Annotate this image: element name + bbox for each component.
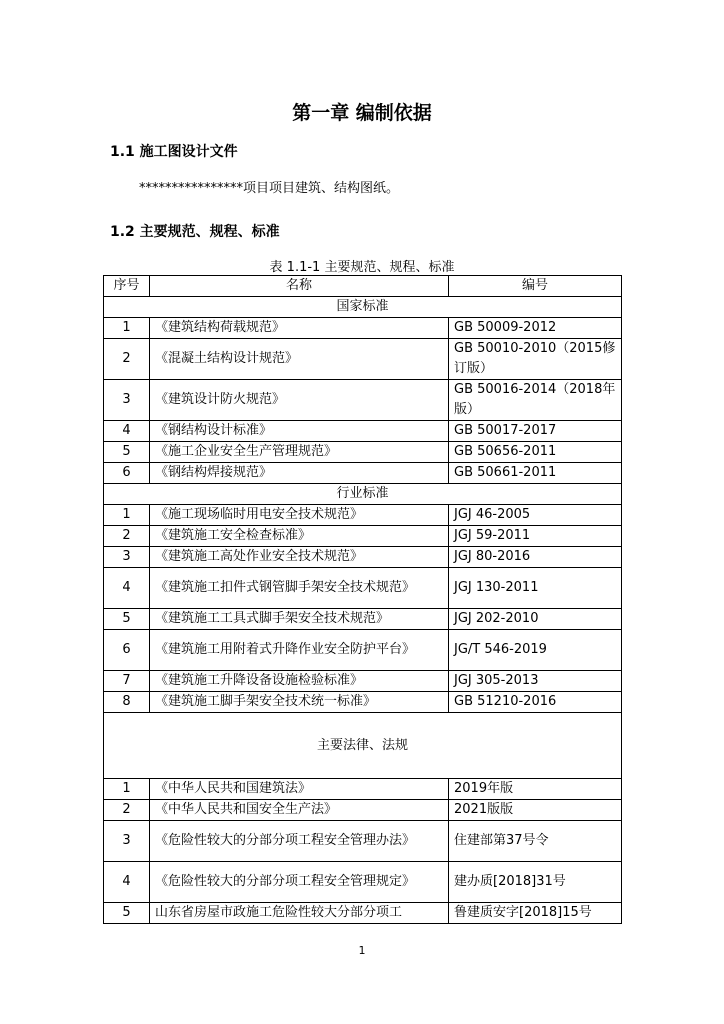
table-header-row	[104, 276, 622, 297]
row-code: GB 50656-2011	[449, 442, 622, 463]
header-code: 编号	[449, 276, 622, 297]
row-no: 5	[104, 903, 150, 924]
row-no: 5	[104, 609, 150, 630]
table-row	[104, 421, 622, 442]
row-code: GB 50016-2014（2018年版）	[449, 380, 622, 421]
table-caption: 表 1.1-1 主要规范、规程、标准	[269, 260, 455, 275]
table-row	[104, 821, 622, 862]
row-name: 《建筑设计防火规范》	[150, 380, 449, 421]
table-row	[104, 547, 622, 568]
row-code: 鲁建质安字[2018]15号	[449, 903, 622, 924]
category-row	[104, 297, 622, 318]
row-name: 《危险性较大的分部分项工程安全管理办法》	[150, 821, 449, 862]
row-no: 1	[104, 318, 150, 339]
table-row	[104, 692, 622, 713]
table-row	[104, 568, 622, 609]
table-row	[104, 505, 622, 526]
row-name: 《钢结构焊接规范》	[150, 463, 449, 484]
category-label: 行业标准	[104, 484, 622, 505]
page-number: 1	[358, 944, 366, 957]
table-row	[104, 630, 622, 671]
row-name: 《建筑施工脚手架安全技术统一标准》	[150, 692, 449, 713]
header-name: 名称	[150, 276, 449, 297]
row-no: 2	[104, 526, 150, 547]
section-heading-1-2: 1.2 主要规范、规程、标准	[110, 224, 280, 240]
row-code: JGJ 80-2016	[449, 547, 622, 568]
row-no: 3	[104, 380, 150, 421]
row-name: 《危险性较大的分部分项工程安全管理规定》	[150, 862, 449, 903]
table-row	[104, 862, 622, 903]
row-name: 《施工企业安全生产管理规范》	[150, 442, 449, 463]
table-row	[104, 671, 622, 692]
table-row	[104, 318, 622, 339]
category-row	[104, 713, 622, 779]
row-name: 《建筑施工升降设备设施检验标准》	[150, 671, 449, 692]
row-no: 7	[104, 671, 150, 692]
row-name: 《混凝土结构设计规范》	[150, 339, 449, 380]
category-label: 国家标准	[104, 297, 622, 318]
category-label: 主要法律、法规	[104, 713, 622, 779]
section-1-1-text: ****************项目项目建筑、结构图纸。	[139, 181, 400, 196]
standards-table	[103, 275, 622, 924]
row-code: JGJ 59-2011	[449, 526, 622, 547]
chapter-title: 第一章 编制依据	[292, 102, 432, 124]
row-name: 《中华人民共和国建筑法》	[150, 779, 449, 800]
row-code: GB 50009-2012	[449, 318, 622, 339]
row-code: GB 50010-2010（2015修订版）	[449, 339, 622, 380]
category-row	[104, 484, 622, 505]
row-name: 《建筑施工高处作业安全技术规范》	[150, 547, 449, 568]
row-name: 《中华人民共和国安全生产法》	[150, 800, 449, 821]
row-no: 2	[104, 339, 150, 380]
row-code: JGJ 46-2005	[449, 505, 622, 526]
row-no: 8	[104, 692, 150, 713]
table-row	[104, 609, 622, 630]
table-row	[104, 442, 622, 463]
row-code: GB 50017-2017	[449, 421, 622, 442]
row-code: JG/T 546-2019	[449, 630, 622, 671]
row-no: 3	[104, 821, 150, 862]
table-row	[104, 380, 622, 421]
row-code: JGJ 305-2013	[449, 671, 622, 692]
header-no: 序号	[104, 276, 150, 297]
row-code: 住建部第37号令	[449, 821, 622, 862]
table-row	[104, 463, 622, 484]
table-row	[104, 526, 622, 547]
row-no: 3	[104, 547, 150, 568]
row-no: 1	[104, 505, 150, 526]
row-no: 6	[104, 630, 150, 671]
row-name: 《建筑施工扣件式钢管脚手架安全技术规范》	[150, 568, 449, 609]
row-code: JGJ 202-2010	[449, 609, 622, 630]
row-code: GB 51210-2016	[449, 692, 622, 713]
row-name: 《钢结构设计标准》	[150, 421, 449, 442]
section-heading-1-1: 1.1 施工图设计文件	[110, 144, 238, 160]
table-row	[104, 779, 622, 800]
row-name: 《建筑施工用附着式升降作业安全防护平台》	[150, 630, 449, 671]
row-code: 建办质[2018]31号	[449, 862, 622, 903]
row-no: 2	[104, 800, 150, 821]
row-name: 山东省房屋市政施工危险性较大分部分项工	[150, 903, 449, 924]
row-code: GB 50661-2011	[449, 463, 622, 484]
row-code: JGJ 130-2011	[449, 568, 622, 609]
row-no: 6	[104, 463, 150, 484]
table-row	[104, 800, 622, 821]
row-no: 5	[104, 442, 150, 463]
row-code: 2019年版	[449, 779, 622, 800]
table-row	[104, 339, 622, 380]
row-name: 《施工现场临时用电安全技术规范》	[150, 505, 449, 526]
row-name: 《建筑结构荷载规范》	[150, 318, 449, 339]
table-row	[104, 903, 622, 924]
row-no: 4	[104, 862, 150, 903]
row-name: 《建筑施工安全检查标准》	[150, 526, 449, 547]
row-code: 2021版版	[449, 800, 622, 821]
row-no: 4	[104, 568, 150, 609]
row-name: 《建筑施工工具式脚手架安全技术规范》	[150, 609, 449, 630]
row-no: 1	[104, 779, 150, 800]
row-no: 4	[104, 421, 150, 442]
